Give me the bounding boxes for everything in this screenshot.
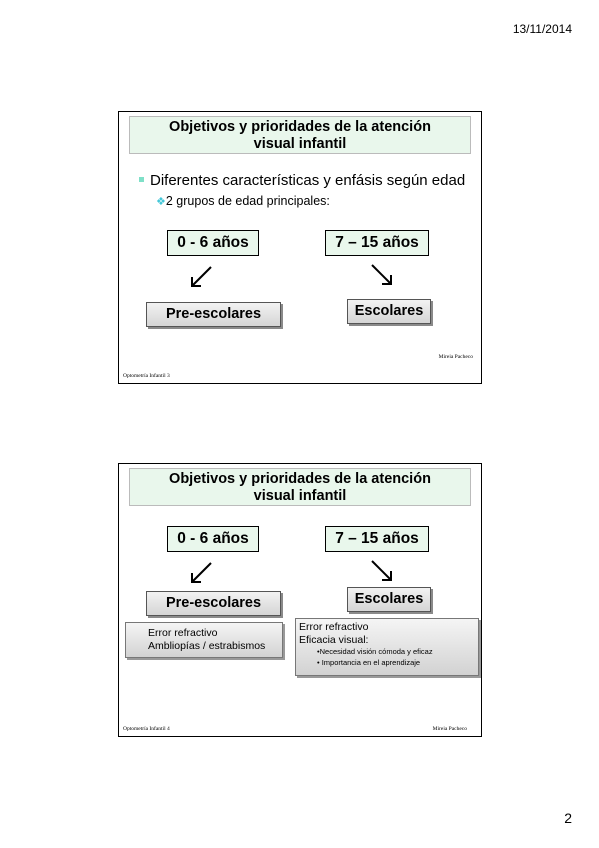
arrow-down-right-icon: [368, 262, 398, 288]
diamond-bullet-icon: ❖: [156, 196, 166, 208]
slide-1-author: Mireia Pacheco: [438, 354, 473, 360]
arrow-down-right-icon: [368, 558, 398, 584]
slide-2-age-right: 7 – 15 años: [325, 526, 429, 552]
slide-2-school-subitem: •Necesidad visión cómoda y eficaz: [317, 647, 433, 656]
slide-2-school-line2: Eficacia visual:: [299, 633, 369, 646]
slide-2-preschool-box: [125, 622, 283, 658]
slide-2-preschool-item: Error refractivo: [148, 627, 218, 639]
slide-2-title-line1: Objetivos y prioridades de la atención: [169, 471, 431, 487]
slide-1-title-line1: Objetivos y prioridades de la atención: [169, 119, 431, 135]
slide-2-age-left: 0 - 6 años: [167, 526, 259, 552]
slide-1-footer: Optometría Infantil 3: [123, 373, 170, 379]
slide-2-author: Mireia Pacheco: [432, 726, 467, 732]
slide-2: [118, 463, 482, 737]
slide-2-group-right: Escolares: [347, 587, 431, 612]
slide-1-bullet: [139, 172, 465, 189]
slide-1-title-line2: visual infantil: [253, 136, 347, 152]
slide-1-subbullet-text: 2 grupos de edad principales:: [165, 194, 330, 208]
slide-2-school-box: [295, 618, 479, 676]
slide-1: [118, 111, 482, 384]
square-bullet-icon: [139, 177, 144, 182]
slide-2-school-line1: Error refractivo: [299, 621, 369, 633]
slide-1-group-right: Escolares: [347, 299, 431, 324]
slide-2-title-line2: visual infantil: [253, 488, 347, 504]
slide-1-age-left: 0 - 6 años: [167, 230, 259, 256]
slide-1-bullet-text: Diferentes características y enfásis según edad: [150, 172, 466, 189]
slide-2-title: [129, 468, 471, 506]
slide-1-subbullet: [156, 194, 330, 208]
slide-2-footer: Optometría Infantil 4: [123, 726, 170, 732]
slide-2-group-left: Pre-escolares: [146, 591, 281, 616]
slide-1-title: [129, 116, 471, 154]
arrow-down-left-icon: [187, 560, 217, 586]
slide-1-group-left: Pre-escolares: [146, 302, 281, 327]
date-header: 13/11/2014: [512, 22, 572, 36]
slide-2-school-subitem: • Importancia en el aprendizaje: [317, 658, 421, 667]
slide-2-preschool-item: Ambliopías / estrabismos: [148, 640, 266, 652]
slide-1-age-right: 7 – 15 años: [325, 230, 429, 256]
page-number: 2: [564, 810, 572, 826]
arrow-down-left-icon: [187, 264, 217, 290]
